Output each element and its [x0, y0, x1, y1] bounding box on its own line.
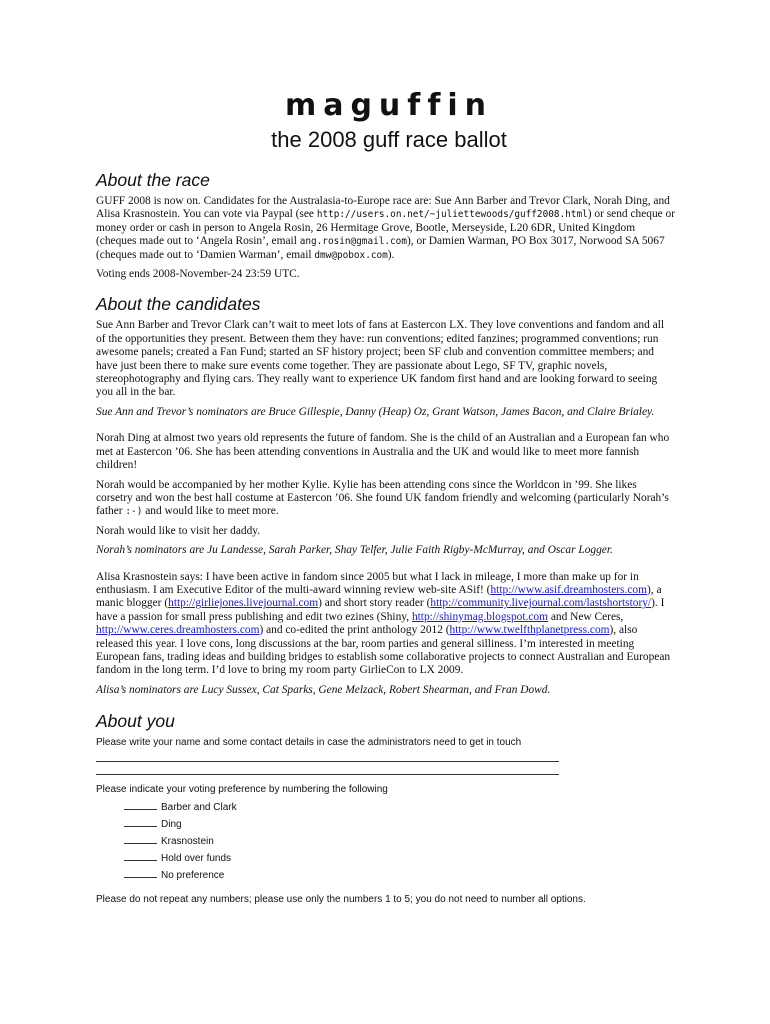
damien-email: dmw@pobox.com	[314, 249, 388, 261]
preference-blank[interactable]	[124, 850, 157, 861]
barber-clark-bio: Sue Ann Barber and Trevor Clark can’t wait to meet lots of fans at Eastercon LX. They love conventions and fandom and all of the opportunities they present. Between them they have: run conventions; edited fanzines; programmed conventions; run awesome panels; created a Fan Fund; started an SF history project; been SF club and convention committee members; and have just been there to make sure events come together. They are passionate about Lego, SF TV, graphic novels, stereophotography and flying cars. They really want to experience UK fandom first hand and are looking forward to seeing you all in the bar.	[96, 319, 665, 399]
ding-bio-1: Norah Ding at almost two years old represents the future of fandom. She is the child of an Australian and a European fan who met at Eastercon ’06. She has been attending conventions in Australia and the UK and would like to meet more fannish children!	[96, 432, 670, 472]
krasnostein-text-6: ) and co-edited the print anthology 2012 (	[259, 624, 450, 637]
ding-bio-3: Norah would like to visit her daddy.	[96, 524, 261, 537]
voting-deadline: Voting ends 2008-November-24 23:59 UTC.	[96, 268, 300, 281]
krasnostein-text-3: ) and short story reader (	[318, 597, 431, 610]
preference-prompt: Please indicate your voting preference by numbering the following	[96, 784, 388, 796]
krasnostein-nominators: Alisa’s nominators are Lucy Sussex, Cat Sparks, Gene Melzack, Robert Shearman, and Fran Dowd.	[96, 683, 551, 696]
option-label: No preference	[161, 870, 225, 882]
closing-instructions: Please do not repeat any numbers; please use only the numbers 1 to 5; you do not need to number all options.	[96, 894, 586, 906]
option-ding	[124, 816, 676, 833]
ding-bio-2-text-1: Norah would be accompanied by her mother Kylie. Kylie has been attending cons since the Worldcon in ’99. She likes corsetry and won the best hall costume at Eastercon ’06. She found UK fandom friendly and welcoming (particularly Norah’s father	[96, 478, 669, 518]
page-title: maguffin	[284, 88, 494, 123]
krasnostein-bio	[96, 571, 676, 678]
option-label: Krasnostein	[161, 836, 214, 848]
ballot-page	[96, 86, 676, 906]
race-text-4: ).	[387, 248, 395, 261]
option-krasnostein	[124, 833, 676, 850]
masthead	[99, 86, 679, 154]
ding-nominators: Norah’s nominators are Ju Landesse, Sarah Parker, Shay Telfer, Julie Faith Rigby-McMurray, and Oscar Logger.	[96, 544, 613, 557]
option-hold-over-funds	[124, 850, 676, 867]
race-text-1: GUFF 2008 is now on. Candidates for the Australasia-to-Europe race are: Sue Ann Barber and Trevor Clark, Norah Ding, and Alisa Krasnostein. You can vote via Paypal (see	[96, 195, 670, 221]
section-heading-candidates: About the candidates	[96, 294, 261, 315]
preference-blank[interactable]	[124, 833, 157, 844]
lastshortstory-link[interactable]: http://community.livejournal.com/lastshortstory/	[430, 597, 652, 610]
preference-blank[interactable]	[124, 799, 157, 810]
krasnostein-text-7: ), also released this year. I love cons, long discussions at the bar, room parties and general silliness. I’m interested in meeting European fans, trading ideas and building bridges to establish some collaborative projects to connect Australian and European fandom in the long term. I’d love to bring my room party GirlieCon to LX 2009.	[96, 624, 671, 677]
option-label: Hold over funds	[161, 853, 232, 865]
krasnostein-text-5: and New Ceres,	[548, 610, 624, 623]
paypal-url: http://users.on.net/~juliettewoods/guff2008.html	[316, 209, 588, 221]
krasnostein-text-1: Alisa Krasnostein says: I have been active in fandom since 2005 but what I lack in mileage, I more than make up for in enthusiasm. I am Executive Editor of the multi-award winning review web-site ASif! (	[96, 570, 639, 596]
section-heading-you: About you	[96, 711, 175, 732]
shinymag-link[interactable]: http://shinymag.blogspot.com	[411, 610, 548, 623]
contact-line-1[interactable]	[96, 761, 559, 762]
ding-bio-2	[96, 479, 676, 519]
barber-clark-nominators: Sue Ann and Trevor’s nominators are Bruce Gillespie, Danny (Heap) Oz, Grant Watson, James Bacon, and Claire Brialey.	[96, 405, 655, 418]
ding-bio-2-text-2: and would like to meet more.	[142, 505, 279, 518]
asif-link[interactable]: http://www.asif.dreamhosters.com	[490, 583, 647, 596]
preference-options	[124, 799, 676, 884]
ceres-link[interactable]: http://www.ceres.dreamhosters.com	[96, 624, 260, 637]
smiley: :-)	[125, 506, 143, 518]
preference-blank[interactable]	[124, 816, 157, 827]
option-label: Barber and Clark	[161, 802, 237, 814]
race-text-3: ), or Damien Warman, PO Box 3017, Norwood SA 5067 (cheques made out to ‘Damien Warman’, email	[96, 235, 665, 261]
krasnostein-text-2: ), a manic blogger (	[96, 583, 662, 610]
preference-blank[interactable]	[124, 867, 157, 878]
option-no-preference	[124, 867, 676, 884]
race-text-2: ) or send cheque or money order or cash in person to Angela Rosin, 26 Hermitage Grove, Bootle, Merseyside, L20 6DR, United Kingdom (cheques made out to ‘Angela Rosin’, email	[96, 208, 676, 248]
option-barber-clark	[124, 799, 676, 816]
girliejones-link[interactable]: http://girliejones.livejournal.com	[168, 597, 319, 610]
contact-line-2[interactable]	[96, 774, 559, 775]
page-subtitle: the 2008 guff race ballot	[271, 127, 507, 152]
option-label: Ding	[161, 819, 182, 831]
contact-prompt: Please write your name and some contact details in case the administrators need to get in touch	[96, 737, 522, 749]
angela-email: ang.rosin@gmail.com	[299, 236, 407, 248]
twelfthplanet-link[interactable]: http://www.twelfthplanetpress.com	[449, 624, 610, 637]
krasnostein-text-4: ). I have a passion for small press publishing and edit two ezines (Shiny,	[96, 597, 665, 623]
section-heading-race: About the race	[96, 170, 210, 190]
race-paragraph	[96, 195, 676, 262]
